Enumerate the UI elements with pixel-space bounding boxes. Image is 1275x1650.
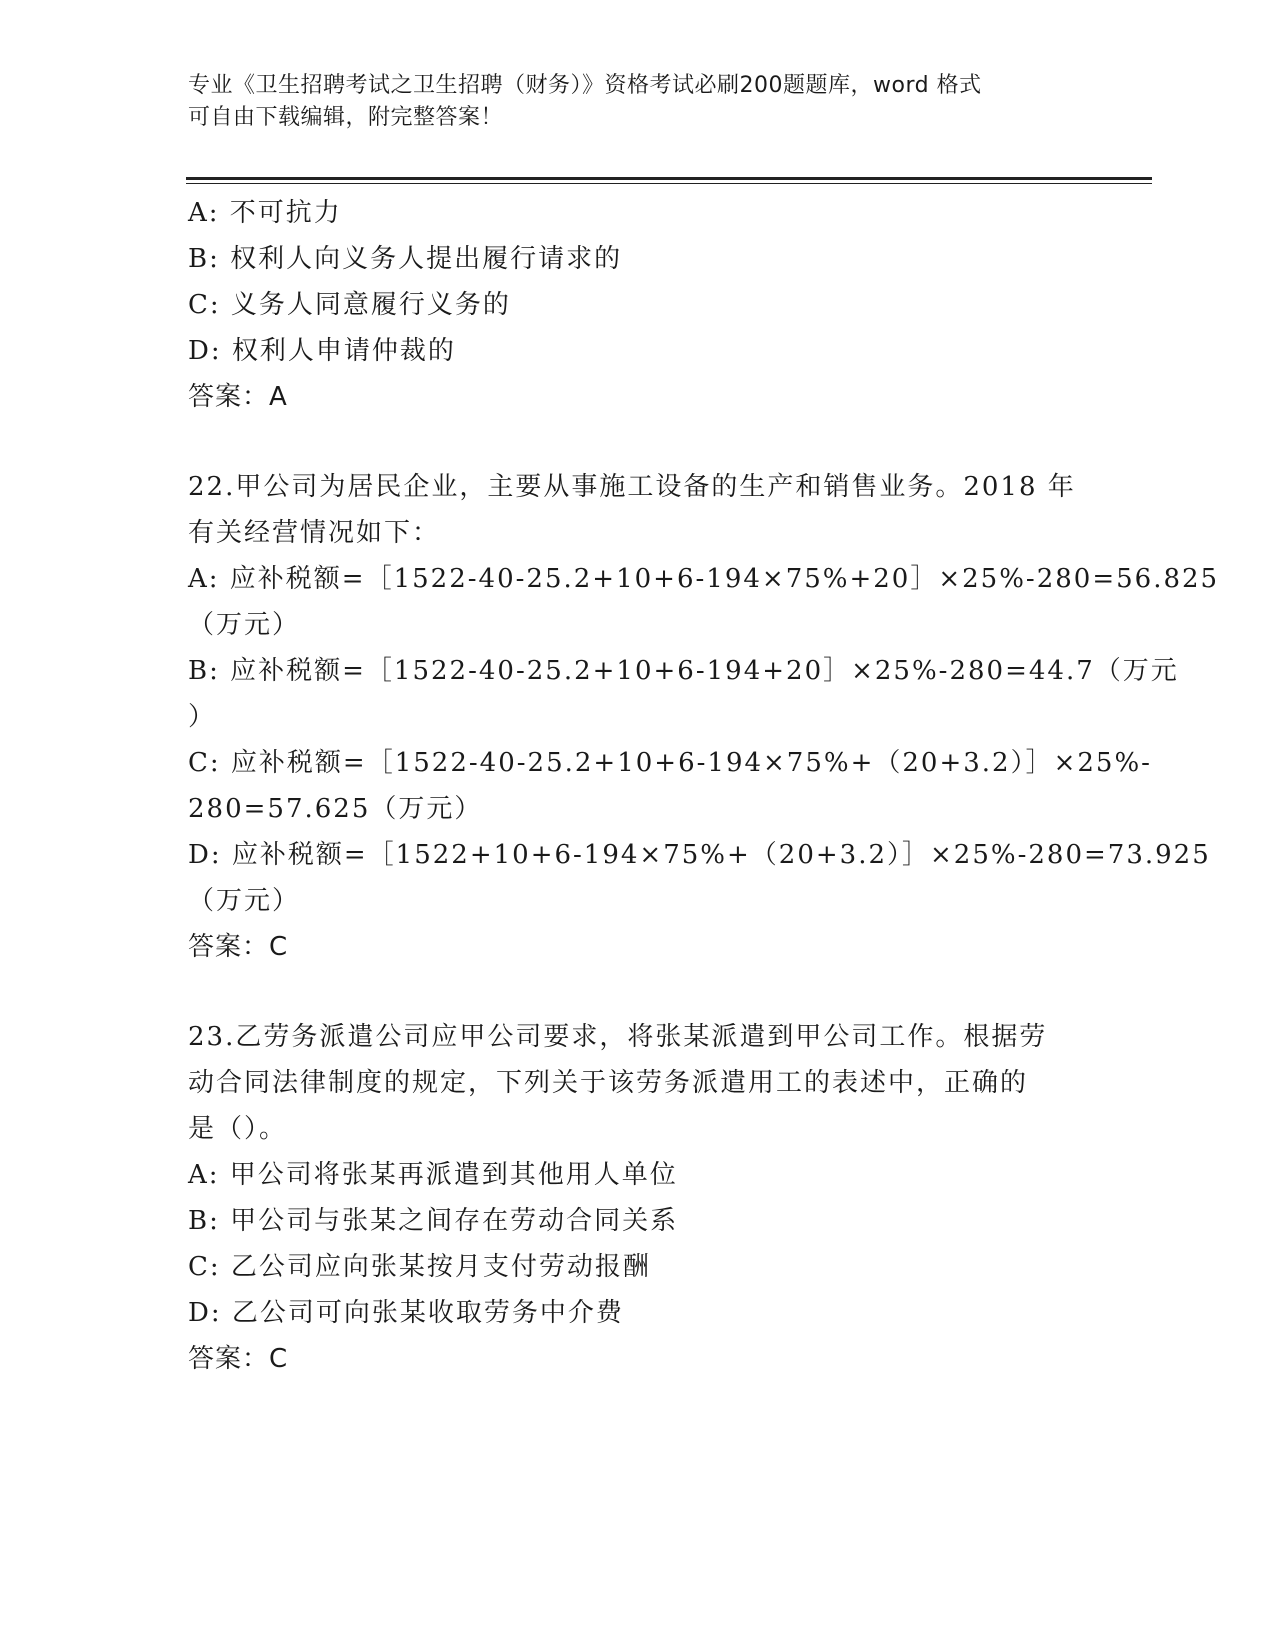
question-22-block bbox=[188, 464, 1220, 970]
q22-option-b-cont: ） bbox=[188, 702, 217, 732]
question-content bbox=[188, 190, 1220, 1382]
q22-option-a: A: 应补税额=［1522-40-25.2+10+6-194×75%+20］×25%-280=56.825 bbox=[188, 564, 1220, 594]
q22-stem-line-1: 22.甲公司为居民企业，主要从事施工设备的生产和销售业务。2018 年 bbox=[188, 472, 1076, 502]
q23-option-b: B: 甲公司与张某之间存在劳动合同关系 bbox=[188, 1206, 679, 1236]
q23-stem-line-2: 动合同法律制度的规定，下列关于该劳务派遣用工的表述中，正确的 bbox=[188, 1068, 1029, 1098]
q22-option-a-cont: （万元） bbox=[188, 610, 301, 640]
header-line-1: 专业《卫生招聘考试之卫生招聘（财务）》资格考试必刷200题题库，word 格式 bbox=[188, 73, 982, 98]
question-23-block bbox=[188, 1014, 1078, 1382]
q21-option-b: B: 权利人向义务人提出履行请求的 bbox=[188, 244, 623, 274]
q22-stem-line-2: 有关经营情况如下： bbox=[188, 518, 441, 548]
header-rule-thick bbox=[186, 177, 1152, 180]
q22-option-d: D: 应补税额=［1522+10+6-194×75%+（20+3.2）］×25%-280=73.925 bbox=[188, 840, 1211, 870]
document-header bbox=[188, 70, 1068, 134]
q23-stem-line-1: 23.乙劳务派遣公司应甲公司要求，将张某派遣到甲公司工作。根据劳 bbox=[188, 1022, 1048, 1052]
q21-option-c: C: 义务人同意履行义务的 bbox=[188, 290, 511, 320]
q23-option-c: C: 乙公司应向张某按月支付劳动报酬 bbox=[188, 1252, 651, 1282]
header-line-2: 可自由下载编辑，附完整答案！ bbox=[188, 105, 504, 130]
q23-stem-line-3: 是（）。 bbox=[188, 1114, 288, 1144]
question-21-block bbox=[188, 190, 1078, 420]
header-rule-thin bbox=[186, 183, 1152, 184]
q22-option-c-cont: 280=57.625（万元） bbox=[188, 794, 483, 824]
q23-answer: 答案：C bbox=[188, 1344, 289, 1374]
q21-option-a: A: 不可抗力 bbox=[188, 198, 342, 228]
q22-answer: 答案：C bbox=[188, 932, 289, 962]
q21-answer: 答案：A bbox=[188, 382, 288, 412]
q23-option-a: A: 甲公司将张某再派遣到其他用人单位 bbox=[188, 1160, 678, 1190]
q21-option-d: D: 权利人申请仲裁的 bbox=[188, 336, 456, 366]
q22-option-d-cont: （万元） bbox=[188, 886, 301, 916]
q22-option-c: C: 应补税额=［1522-40-25.2+10+6-194×75%+（20+3.2）］×25%- bbox=[188, 748, 1152, 778]
q23-option-d: D: 乙公司可向张某收取劳务中介费 bbox=[188, 1298, 624, 1328]
q22-option-b: B: 应补税额=［1522-40-25.2+10+6-194+20］×25%-280=44.7（万元 bbox=[188, 656, 1179, 686]
